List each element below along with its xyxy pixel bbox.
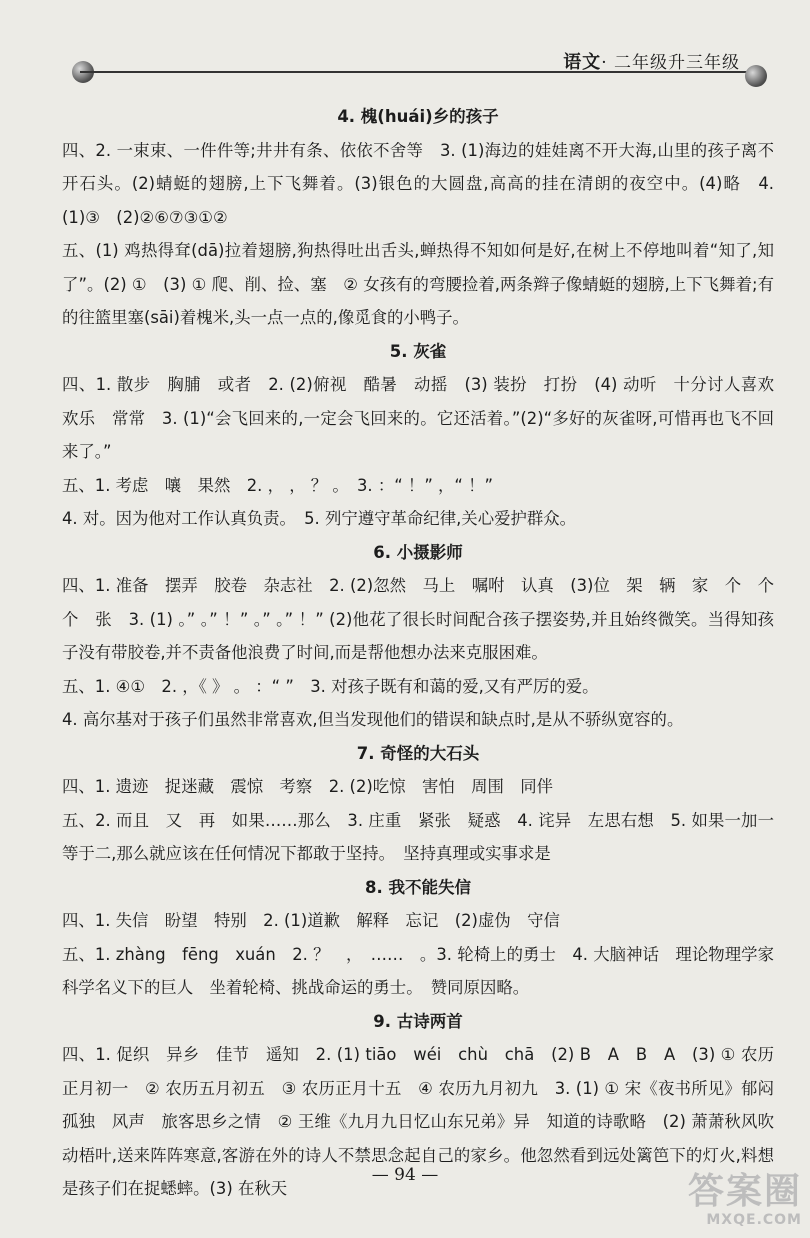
answer-paragraph: 四、1. 准备 摆弄 胶卷 杂志社 2. (2)忽然 马上 嘱咐 认真 (3)位 架 辆 家 个 个 个 张 3. (1) 。” 。” ！” 。” 。” ！” (2)他花了很长时间配合孩子摆姿势,并且始终微笑。当得知孩子没有带胶卷,并不责备他浪费了时间,而是帮他想办法来克服困难。 — [62, 576, 791, 662]
decorative-ball-icon — [745, 65, 767, 87]
answer-paragraph: 四、1. 散步 胸脯 或者 2. (2)俯视 酷暑 动摇 (3) 装扮 打扮 (4) 动听 十分讨人喜欢 欢乐 常常 3. (1)“会飞回来的,一定会飞回来的。它还活着。”(2)“多好的灰雀呀,可惜再也飞不回来了。” — [62, 375, 791, 461]
answer-paragraph: 五、1. zhàng fēng xuán 2. ？ ， …… 。3. 轮椅上的勇士 4. 大脑神话 理论物理学家 科学名义下的巨人 坐着轮椅、挑战命运的勇士。 赞同原因略。 — [62, 944, 791, 997]
watermark-url: MXQE.COM — [706, 1212, 802, 1228]
section-lesson-6 — [62, 536, 791, 737]
answer-paragraph: 五、(1) 鸡热得耷(dā)拉着翅膀,狗热得吐出舌头,蝉热得不知如何是好,在树上不停地叫着“知了,知了”。(2) ① (3) ① 爬、削、捡、塞 ② 女孩有的弯腰捡着,两条辫子像蜻蜓的翅膀,上下飞舞着;有的往篮里塞(sāi)着槐米,头一点一点的,像觅食的小鸭子。 — [62, 241, 774, 327]
section-title: 6. 小摄影师 — [373, 542, 463, 562]
page-header — [0, 0, 810, 100]
section-title: 5. 灰雀 — [389, 341, 447, 361]
answer-paragraph: 四、1. 促织 异乡 佳节 遥知 2. (1) tiāo wéi chù chā (2) B A B A (3) ① 农历正月初一 ② 农历五月初五 ③ 农历正月十五 ④ 农历九月初九 3. (1) ① 宋《夜书所见》郁闷孤独 风声 旅客思乡之情 ② 王维《九月九日忆山东兄弟》异 知道的诗歌略 (2) 萧萧秋风吹动梧叶,送来阵阵寒意,客游在外的诗人不禁思念起自己的家乡。他忽然看到远处篱笆下的灯火,料想是孩子们在捉蟋蟀。(3) 在秋天 — [62, 1045, 774, 1198]
answer-paragraph: 五、2. 而且 又 再 如果……那么 3. 庄重 紧张 疑惑 4. 诧异 左思右想 5. 如果一加一等于二,那么就应该在任何情况下都敢于坚持。 坚持真理或实事求是 — [62, 810, 774, 863]
watermark-logo: 答案圈 — [687, 1171, 802, 1212]
answer-paragraph: 四、1. 失信 盼望 特别 2. (1)道歉 解释 忘记 (2)虚伪 守信 — [62, 911, 560, 930]
answer-paragraph: 四、1. 遗迹 捉迷藏 震惊 考察 2. (2)吃惊 害怕 周围 同伴 — [62, 777, 554, 796]
answer-paragraph: 四、2. 一束束、一件件等;井井有条、依依不舍等 3. (1)海边的娃娃离不开大海,山里的孩子离不开石头。(2)蜻蜓的翅膀,上下飞舞着。(3)银色的大圆盘,高高的挂在清朗的夜空中。(4)略 4. (1)③ (2)②⑥⑦③①② — [62, 140, 774, 227]
watermark — [662, 1172, 802, 1232]
section-title: 9. 古诗两首 — [373, 1011, 463, 1031]
answer-paragraph: 五、1. ④① 2. ，《 》 。 ：“ ” 3. 对孩子既有和蔼的爱,又有严厉的爱。 — [62, 676, 599, 696]
section-lesson-4 — [62, 100, 774, 335]
section-title: 7. 奇怪的大石头 — [356, 743, 480, 763]
header-label — [563, 48, 740, 74]
header-subject: 语文 — [563, 52, 602, 73]
section-title: 4. 槐(huái)乡的孩子 — [337, 107, 499, 126]
answer-paragraph: 五、1. 考虑 嚷 果然 2. ， ， ？ 。 3. ：“ ！” ，“ ！” — [62, 475, 493, 495]
section-lesson-5 — [62, 335, 791, 536]
section-lesson-7 — [62, 737, 774, 871]
header-grade: · 二年级升三年级 — [601, 53, 740, 73]
answer-paragraph: 4. 高尔基对于孩子们虽然非常喜欢,但当发现他们的错误和缺点时,是从不骄纵宽容的。 — [62, 710, 684, 729]
section-title: 8. 我不能失信 — [365, 877, 471, 897]
page-number: — 94 — — [371, 1165, 439, 1185]
answer-content — [62, 100, 791, 1206]
answer-paragraph: 4. 对。因为他对工作认真负责。 5. 列宁遵守革命纪律,关心爱护群众。 — [62, 509, 577, 528]
section-lesson-8 — [62, 871, 791, 1005]
